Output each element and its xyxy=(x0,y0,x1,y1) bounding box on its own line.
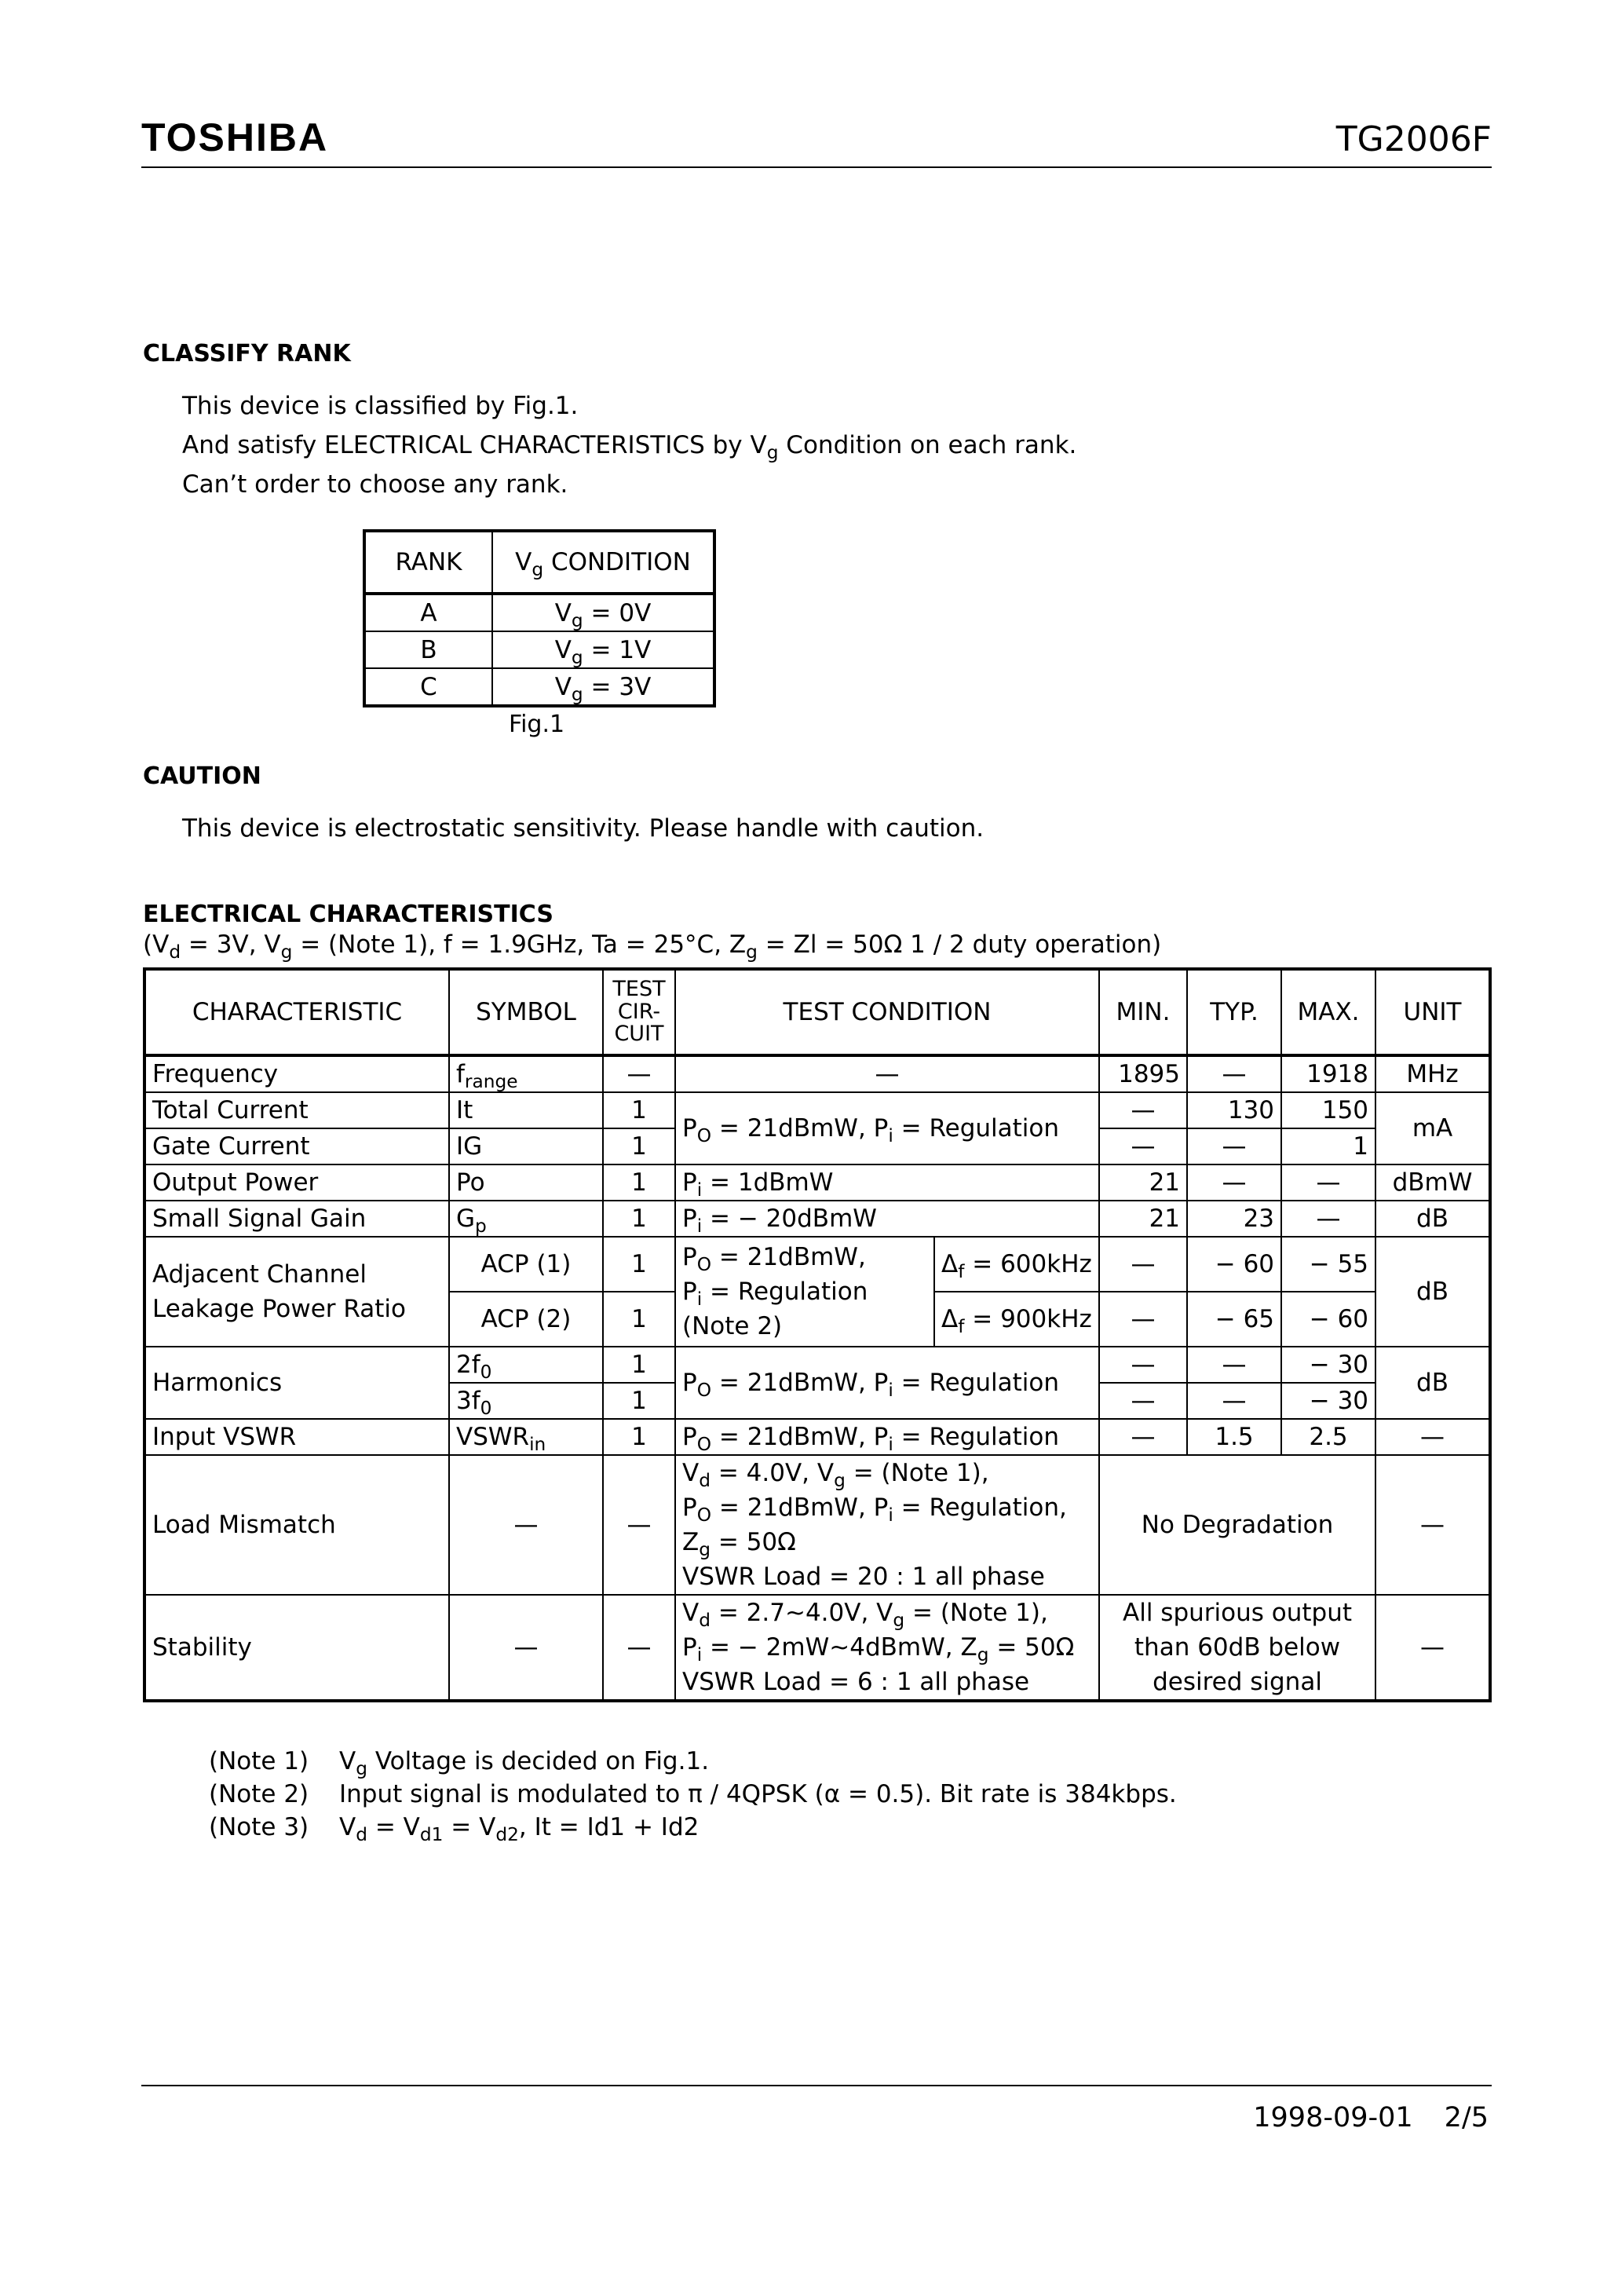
circuit-cell: — xyxy=(603,1455,675,1595)
typ-header: TYP. xyxy=(1187,969,1281,1055)
min-cell: — xyxy=(1099,1347,1187,1383)
min-cell: 1895 xyxy=(1099,1055,1187,1092)
table-row xyxy=(144,1092,1490,1128)
symbol-cell: ACP (1) xyxy=(449,1237,603,1292)
characteristic-cell: Stability xyxy=(144,1595,449,1701)
footer-rule xyxy=(141,2085,1492,2086)
condition-cell: $V_d$ = 2.7~4.0V, $V_g$ = (Note 1), $P_i$ = − 2mW~4dBmW, $Z_g = 50\Omega$ VSWR Load = 6 : 1 all phase xyxy=(675,1595,1099,1701)
max-header: MAX. xyxy=(1281,969,1375,1055)
rank-header: RANK xyxy=(364,531,492,594)
max-cell: 1 xyxy=(1281,1128,1375,1164)
min-cell: — xyxy=(1099,1383,1187,1419)
classify-line-1: This device is classified by Fig.1. xyxy=(182,392,579,420)
table-row xyxy=(144,1595,1490,1701)
min-cell: — xyxy=(1099,1237,1187,1292)
brand-logo: TOSHIBA xyxy=(141,115,329,159)
condition-cell: $P_i$ = 1dBmW xyxy=(675,1164,1099,1201)
max-cell: − 30 xyxy=(1281,1347,1375,1383)
condition-cell: $V_d = 4.0V$, $V_g$ = (Note 1), $P_O$ = 21dBmW, $P_i$ = Regulation, $Z_g = 50\Omega$ VSWR Load = 20 : 1 all phase xyxy=(675,1455,1099,1595)
min-cell: — xyxy=(1099,1128,1187,1164)
circuit-cell: 1 xyxy=(603,1092,675,1128)
max-cell: − 55 xyxy=(1281,1237,1375,1292)
page-number: 2/5 xyxy=(1444,2102,1489,2133)
electrical-conditions: ($V_d = 3V$, $V_g$ = (Note 1), f = 1.9GHz, Ta = 25°C, $Z_g = Zl = 50\Omega$ 1 / 2 duty operation) xyxy=(143,930,1162,963)
characteristic-cell: Small Signal Gain xyxy=(144,1201,449,1237)
circuit-cell: 1 xyxy=(603,1237,675,1292)
characteristic-cell: Input VSWR xyxy=(144,1419,449,1455)
unit-cell: — xyxy=(1375,1419,1490,1455)
max-cell: 150 xyxy=(1281,1092,1375,1128)
result-cell: All spurious output than 60dB below desired signal xyxy=(1099,1595,1375,1701)
typ-cell: — xyxy=(1187,1347,1281,1383)
characteristic-cell: Output Power xyxy=(144,1164,449,1201)
characteristic-cell: Total Current xyxy=(144,1092,449,1128)
table-row xyxy=(144,1419,1490,1455)
symbol-cell: Po xyxy=(449,1164,603,1201)
circuit-cell: 1 xyxy=(603,1292,675,1347)
unit-cell: mA xyxy=(1375,1092,1490,1164)
condition-cell: $P_O$ = 21dBmW, $P_i$ = Regulation xyxy=(675,1092,1099,1164)
rank-cell: C xyxy=(364,668,492,706)
header-rule xyxy=(141,166,1492,168)
condition-cell: $P_O$ = 21dBmW, $P_i$ = Regulation xyxy=(675,1347,1099,1419)
table-row xyxy=(144,1055,1490,1092)
characteristic-cell: Frequency xyxy=(144,1055,449,1092)
caution-heading: CAUTION xyxy=(143,762,261,790)
unit-cell: dB xyxy=(1375,1201,1490,1237)
unit-cell: — xyxy=(1375,1595,1490,1701)
symbol-cell: — xyxy=(449,1455,603,1595)
table-row xyxy=(144,1201,1490,1237)
circuit-cell: 1 xyxy=(603,1164,675,1201)
characteristic-header: CHARACTERISTIC xyxy=(144,969,449,1055)
typ-cell: 130 xyxy=(1187,1092,1281,1128)
circuit-cell: — xyxy=(603,1055,675,1092)
note-2: (Note 2) Input signal is modulated to π / 4QPSK (α = 0.5). Bit rate is 384kbps. xyxy=(209,1780,1177,1808)
classify-rank-heading: CLASSIFY RANK xyxy=(143,340,351,367)
min-cell: — xyxy=(1099,1092,1187,1128)
unit-cell: dB xyxy=(1375,1347,1490,1419)
circuit-cell: 1 xyxy=(603,1419,675,1455)
circuit-cell: 1 xyxy=(603,1347,675,1383)
table-row xyxy=(144,1237,1490,1292)
typ-cell: 23 xyxy=(1187,1201,1281,1237)
rank-cell: B xyxy=(364,631,492,668)
characteristic-cell: Gate Current xyxy=(144,1128,449,1164)
table-row xyxy=(144,1164,1490,1201)
rank-row xyxy=(364,631,714,668)
symbol-header: SYMBOL xyxy=(449,969,603,1055)
condition-cell: $P_O$ = 21dBmW, $P_i$ = Regulation (Note 2) xyxy=(675,1237,934,1347)
max-cell: — xyxy=(1281,1201,1375,1237)
fig-caption: Fig.1 xyxy=(509,711,565,738)
symbol-cell: $G_p$ xyxy=(449,1201,603,1237)
typ-cell: 1.5 xyxy=(1187,1419,1281,1455)
footer-date: 1998-09-01 xyxy=(1253,2102,1413,2133)
symbol-cell: — xyxy=(449,1595,603,1701)
table-row xyxy=(144,1347,1490,1383)
symbol-cell: $f_{range}$ xyxy=(449,1055,603,1092)
min-cell: 21 xyxy=(1099,1201,1187,1237)
unit-cell: MHz xyxy=(1375,1055,1490,1092)
unit-header: UNIT xyxy=(1375,969,1490,1055)
vg-cell: $V_g = 1V$ xyxy=(492,631,714,668)
unit-cell: dBmW xyxy=(1375,1164,1490,1201)
typ-cell: — xyxy=(1187,1164,1281,1201)
min-cell: 21 xyxy=(1099,1164,1187,1201)
max-cell: 1918 xyxy=(1281,1055,1375,1092)
max-cell: − 30 xyxy=(1281,1383,1375,1419)
symbol-cell: $VSWR_{in}$ xyxy=(449,1419,603,1455)
rank-cell: A xyxy=(364,594,492,631)
rank-row xyxy=(364,668,714,706)
characteristic-cell: Adjacent Channel Leakage Power Ratio xyxy=(144,1237,449,1347)
max-cell: − 60 xyxy=(1281,1292,1375,1347)
typ-cell: — xyxy=(1187,1128,1281,1164)
circuit-cell: 1 xyxy=(603,1201,675,1237)
vg-cell: $V_g = 0V$ xyxy=(492,594,714,631)
unit-cell: dB xyxy=(1375,1237,1490,1347)
characteristic-cell: Harmonics xyxy=(144,1347,449,1419)
condition-cell: $P_i$ = − 20dBmW xyxy=(675,1201,1099,1237)
symbol-cell: IG xyxy=(449,1128,603,1164)
note-3: (Note 3) $V_d = V_{d1} = V_{d2}$, It = Id1 + Id2 xyxy=(209,1813,700,1845)
unit-cell: — xyxy=(1375,1455,1490,1595)
max-cell: 2.5 xyxy=(1281,1419,1375,1455)
vg-cell: $V_g = 3V$ xyxy=(492,668,714,706)
footer xyxy=(1253,2104,1489,2132)
test-circuit-header: TEST CIR- CUIT xyxy=(603,969,675,1055)
typ-cell: − 65 xyxy=(1187,1292,1281,1347)
classify-line-2: And satisfy ELECTRICAL CHARACTERISTICS by $V_g$ Condition on each rank. xyxy=(182,431,1077,463)
caution-text: This device is electrostatic sensitivity. Please handle with caution. xyxy=(182,814,985,843)
symbol-cell: $3f_0$ xyxy=(449,1383,603,1419)
typ-cell: — xyxy=(1187,1383,1281,1419)
min-cell: — xyxy=(1099,1292,1187,1347)
max-cell: — xyxy=(1281,1164,1375,1201)
circuit-cell: 1 xyxy=(603,1383,675,1419)
min-cell: — xyxy=(1099,1419,1187,1455)
symbol-cell: It xyxy=(449,1092,603,1128)
offset-cell: $\Delta_f = 900kHz$ xyxy=(934,1292,1099,1347)
test-condition-header: TEST CONDITION xyxy=(675,969,1099,1055)
circuit-cell: 1 xyxy=(603,1128,675,1164)
electrical-heading: ELECTRICAL CHARACTERISTICS xyxy=(143,901,553,928)
rank-table xyxy=(363,529,716,707)
table-row xyxy=(144,1455,1490,1595)
symbol-cell: $2f_0$ xyxy=(449,1347,603,1383)
characteristic-cell: Load Mismatch xyxy=(144,1455,449,1595)
result-cell: No Degradation xyxy=(1099,1455,1375,1595)
symbol-cell: ACP (2) xyxy=(449,1292,603,1347)
electrical-characteristics-table xyxy=(143,967,1492,1702)
part-number: TG2006F xyxy=(1335,119,1492,159)
rank-row xyxy=(364,594,714,631)
circuit-cell: — xyxy=(603,1595,675,1701)
typ-cell: − 60 xyxy=(1187,1237,1281,1292)
typ-cell: — xyxy=(1187,1055,1281,1092)
offset-cell: $\Delta_f = 600kHz$ xyxy=(934,1237,1099,1292)
note-1: (Note 1) $V_g$ Voltage is decided on Fig.1. xyxy=(209,1747,710,1779)
vg-condition-header: $V_g$ CONDITION xyxy=(492,531,714,594)
condition-cell: — xyxy=(675,1055,1099,1092)
min-header: MIN. xyxy=(1099,969,1187,1055)
classify-line-3: Can’t order to choose any rank. xyxy=(182,470,568,499)
condition-cell: $P_O$ = 21dBmW, $P_i$ = Regulation xyxy=(675,1419,1099,1455)
